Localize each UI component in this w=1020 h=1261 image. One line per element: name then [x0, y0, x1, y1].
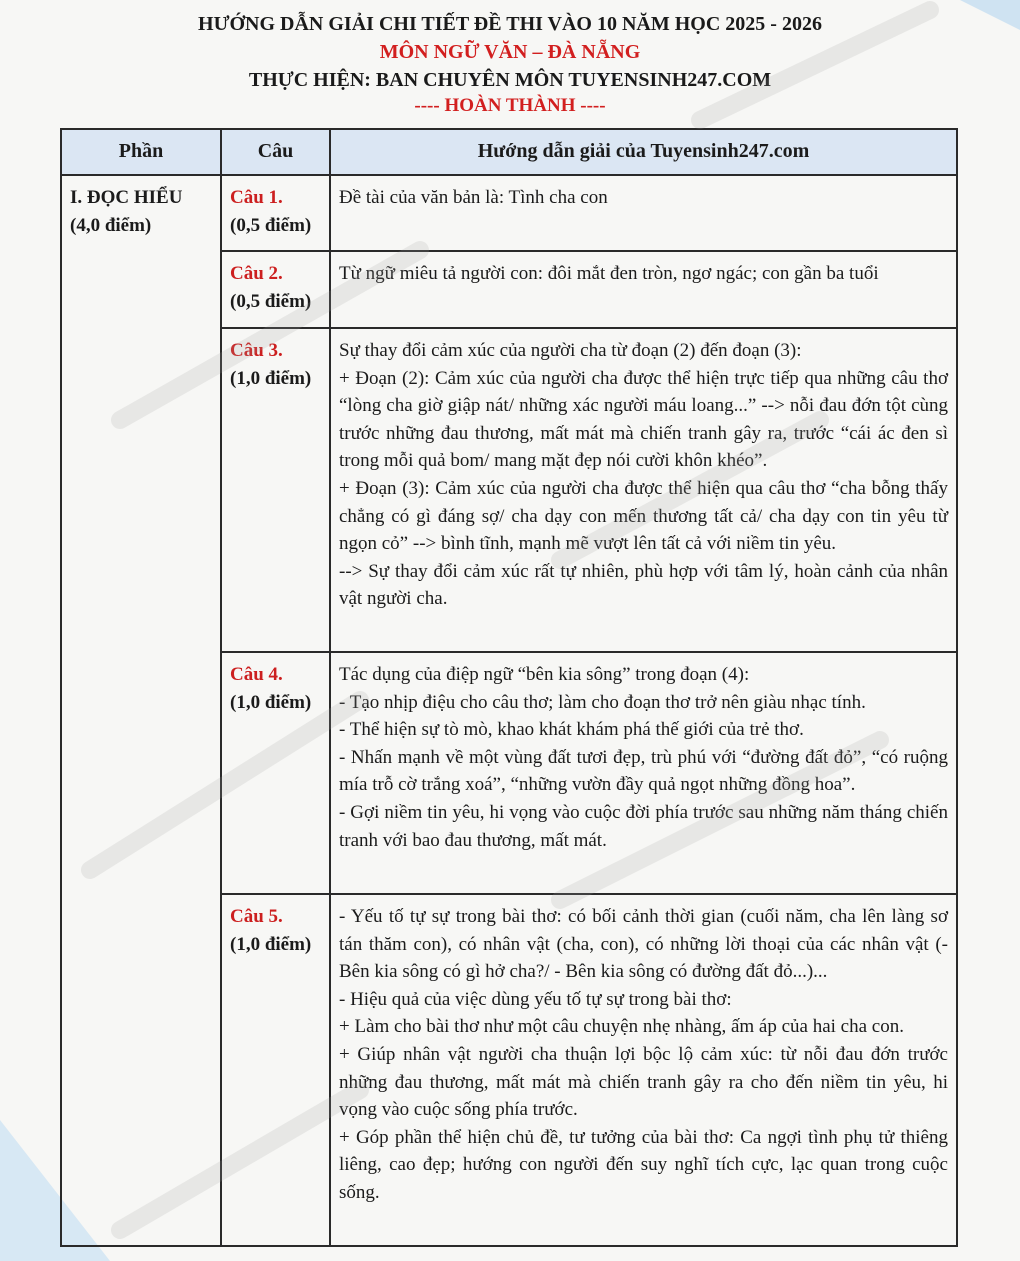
part-cell — [61, 175, 221, 1246]
question-score: (0,5 điểm) — [230, 214, 312, 236]
answer-line: - Gợi niềm tin yêu, hi vọng vào cuộc đời phía trước sau những năm tháng chiến tranh với bao đau thương, mất mát. — [339, 801, 948, 851]
answer-table — [60, 128, 958, 1247]
answer-line: - Tạo nhịp điệu cho câu thơ; làm cho đoạn thơ trở nên giàu nhạc tính. — [339, 691, 866, 713]
question-score: (1,0 điểm) — [230, 367, 312, 389]
question-label: Câu 4. — [230, 664, 283, 685]
document-author: THỰC HIỆN: BAN CHUYÊN MÔN TUYENSINH247.COM — [248, 69, 772, 91]
answer-line: + Giúp nhân vật người cha thuận lợi bộc lộ cảm xúc: từ nỗi đau đớn trước những đau thương, mất mát mà chiến tranh gây ra cho đến niềm tin yêu, hi vọng vào cuộc sống phía trước. — [339, 1043, 948, 1121]
part-score: (4,0 điểm) — [70, 214, 152, 236]
question-score: (1,0 điểm) — [230, 933, 312, 955]
question-cell — [221, 652, 330, 894]
answer-cell — [330, 652, 957, 894]
document-subject: MÔN NGỮ VĂN – ĐÀ NẴNG — [379, 41, 641, 63]
question-label: Câu 2. — [230, 263, 283, 284]
document-status: ---- HOÀN THÀNH ---- — [414, 95, 606, 116]
answer-line: Tác dụng của điệp ngữ “bên kia sông” trong đoạn (4): — [339, 664, 750, 685]
answer-line: Sự thay đổi cảm xúc của người cha từ đoạn (2) đến đoạn (3): — [339, 340, 802, 361]
answer-line: - Hiệu quả của việc dùng yếu tố tự sự trong bài thơ: — [339, 988, 732, 1010]
answer-cell — [330, 251, 957, 328]
question-score: (1,0 điểm) — [230, 691, 312, 713]
column-header-question: Câu — [221, 129, 330, 175]
answer-line: - Thể hiện sự tò mò, khao khát khám phá thế giới của trẻ thơ. — [339, 719, 804, 741]
answer-line: --> Sự thay đổi cảm xúc rất tự nhiên, phù hợp với tâm lý, hoàn cảnh của nhân vật người cha. — [339, 560, 948, 610]
document-header — [0, 10, 1020, 118]
answer-line: Từ ngữ miêu tả người con: đôi mắt đen tròn, ngơ ngác; con gần ba tuổi — [339, 263, 879, 284]
question-label: Câu 1. — [230, 187, 283, 208]
answer-line: + Góp phần thể hiện chủ đề, tư tưởng của bài thơ: Ca ngợi tình phụ tử thiêng liêng, cao đẹp; hướng con người đến suy nghĩ tích cực, lạc quan trong cuộc sống. — [339, 1126, 948, 1203]
table-row — [61, 175, 957, 251]
answer-line: + Làm cho bài thơ như một câu chuyện nhẹ nhàng, ấm áp của hai cha con. — [339, 1016, 904, 1038]
answer-cell — [330, 328, 957, 652]
question-label: Câu 3. — [230, 340, 283, 361]
question-cell — [221, 328, 330, 652]
answer-line: - Yếu tố tự sự trong bài thơ: có bối cảnh thời gian (cuối năm, cha lên làng sơ tán thăm con), có nhân vật (cha, con), có những lời thoại của các nhân vật (- Bên kia sông có gì hở cha?/ - Bên kia sông có đường đất đỏ...)... — [339, 906, 948, 983]
document-title: HƯỚNG DẪN GIẢI CHI TIẾT ĐỀ THI VÀO 10 NĂM HỌC 2025 - 2026 — [198, 13, 822, 35]
question-cell — [221, 894, 330, 1246]
question-label: Câu 5. — [230, 906, 283, 927]
question-cell — [221, 175, 330, 251]
column-header-part: Phần — [61, 129, 221, 175]
answer-line: + Đoạn (2): Cảm xúc của người cha được thể hiện trực tiếp qua những câu thơ “lòng cha giờ giập nát/ những xác người máu loang...” --> nỗi đau đớn tột cùng trước những đau thương, mất mát mà chiến tranh gây ra, trước “cái ác đen sì trong mỗi quả bom/ mang mặt đẹp nói cười khôn khéo”. — [339, 367, 948, 472]
answer-line: Đề tài của văn bản là: Tình cha con — [339, 187, 608, 208]
answer-cell — [330, 175, 957, 251]
question-score: (0,5 điểm) — [230, 290, 312, 312]
column-header-guide: Hướng dẫn giải của Tuyensinh247.com — [330, 129, 957, 175]
answer-cell — [330, 894, 957, 1246]
part-name: I. ĐỌC HIỂU — [70, 187, 183, 208]
answer-line: - Nhấn mạnh về một vùng đất tươi đẹp, trù phú với “đường đất đỏ”, “có ruộng mía trỗ cờ trắng xoá”, “những vườn đầy quả ngọt những đồng hoa”. — [339, 746, 948, 796]
table-header-row — [61, 129, 957, 175]
question-cell — [221, 251, 330, 328]
answer-line: + Đoạn (3): Cảm xúc của người cha được thể hiện qua câu thơ “cha bỗng thấy chẳng có gì đáng sợ/ cha dạy con mến thương tất cả/ cha dạy con tin yêu từ ngọn cỏ” --> bình tĩnh, mạnh mẽ vượt lên tất cả với niềm tin yêu. — [339, 477, 948, 555]
